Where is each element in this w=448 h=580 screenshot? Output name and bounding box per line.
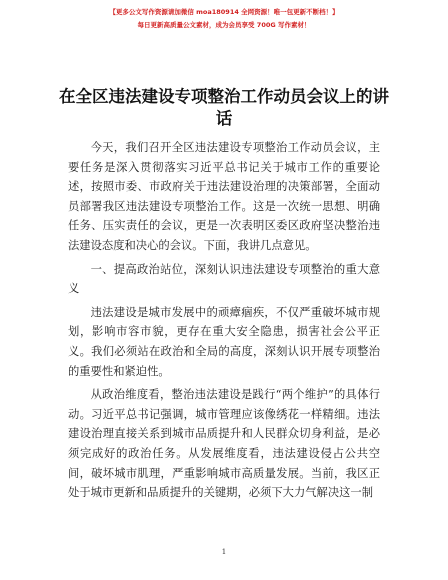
paragraph-section-1-a: 违法建设是城市发展中的顽瘴痼疾，不仅严重破坏城市规划，影响市容市貌，更存在重大安全隐患，损害社会公平正义。我们必须站在政治和全局的高度，深刻认识开展专项整治的重要性和紧迫性。 (68, 305, 380, 378)
promo-banner (100, 6, 348, 32)
document-body (68, 138, 380, 507)
section-heading-1: 一、提高政治站位，深刻认识违法建设专项整治的重大意义 (68, 262, 380, 296)
paragraph-intro: 今天，我们召开全区违法建设专项整治工作动员会议，主要任务是深入贯彻落实习近平总书记关于城市工作的重要论述，按照市委、市政府关于违法建设治理的决策部署，全面动员部署我区违法建设专项整治工作。这是一次统一思想、明确任务、压实责任的会议，更是一次表明区委区政府坚决整治违法建设态度和决心的会议。下面，我讲几点意见。 (68, 141, 380, 252)
promo-banner-line-2: 每日更新高质量公文素材，成为会员享受 700G 写作素材！ (137, 21, 311, 29)
document-title: 在全区违法建设专项整治工作动员会议上的讲话 (59, 87, 389, 128)
promo-banner-line-1: 【更多公文写作资源请加微信 moa180914 全网资源！唯一包更新不断档！】 (109, 8, 339, 16)
paragraph-section-1-b: 从政治维度看，整治违法建设是践行“两个维护”的具体行动。习近平总书记强调，城市管理应该像绣花一样精细。违法建设治理直接关系到城市品质提升和人民群众切身利益，是必须完成好的政治任务。从发展维度看，违法建设侵占公共空间，破坏城市肌理，严重影响城市高质量发展。当前，我区正处于城市更新和品质提升的关键期，必须下大力气解决这一制 (68, 388, 380, 500)
page-number: 1 (221, 548, 227, 556)
